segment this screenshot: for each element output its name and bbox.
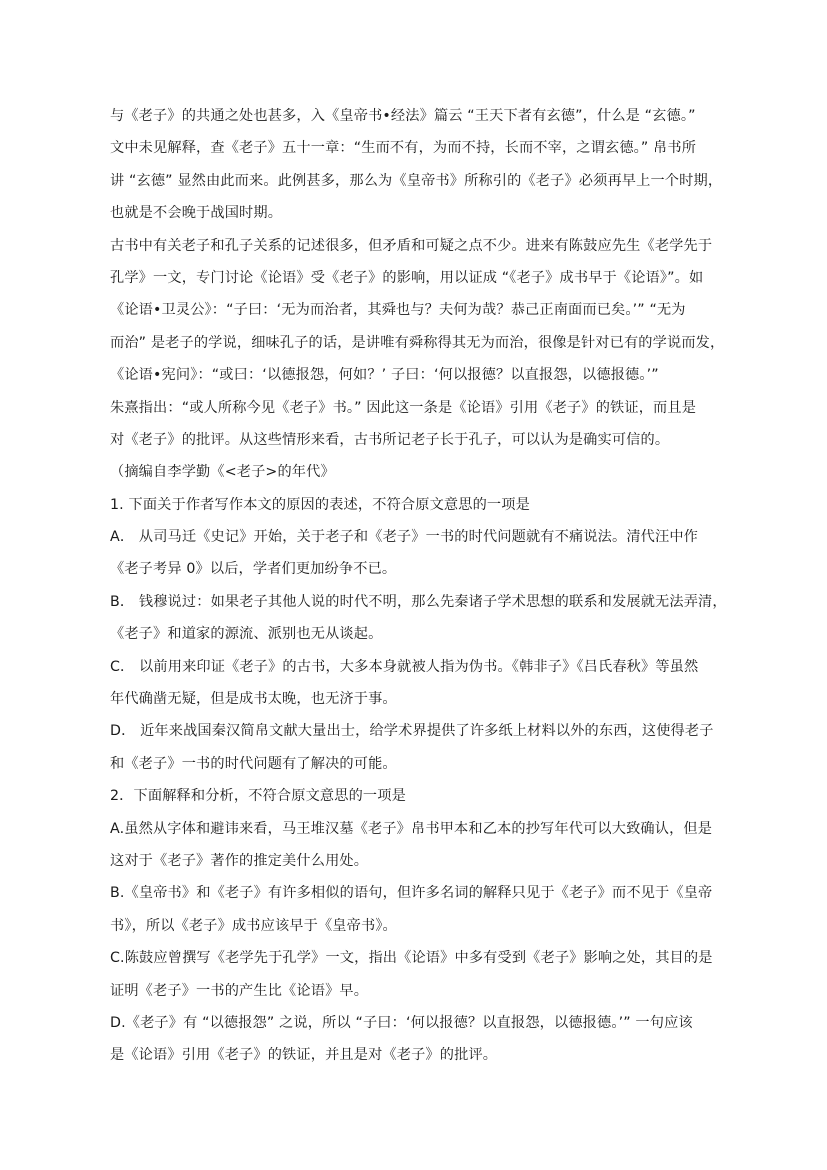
- question-1-option-d-cont: 和《老子》一书的时代问题有了解决的可能。: [110, 755, 397, 772]
- question-2-option-a-cont: 这对于《老子》著作的推定美什么用处。: [110, 852, 369, 869]
- question-1-stem: 1. 下面关于作者写作本文的原因的表述，不符合原文意思的一项是: [110, 496, 530, 513]
- question-2-option-a: A.虽然从字体和避讳来看，马王堆汉墓《老子》帛书甲本和乙本的抄写年代可以大致确认，但是: [110, 820, 713, 837]
- question-1-option-c-cont: 年代确凿无疑，但是成书太晚，也无济于事。: [110, 691, 397, 708]
- question-2-stem: 2．下面解释和分析，不符合原文意思的一项是: [110, 788, 406, 805]
- question-1-option-c: C． 以前用来印证《老子》的古书，大多本身就被人指为伪书。《韩非子》《吕氏春秋》等虽然: [110, 658, 699, 675]
- question-1-option-b: B． 钱穆说过：如果老子其他人说的时代不明，那么先秦诸子学术思想的联系和发展就无法弄清，: [110, 593, 727, 610]
- text-line: 古书中有关老子和孔子关系的记述很多，但矛盾和可疑之点不少。进来有陈鼓应先生《老学先于: [110, 237, 713, 254]
- question-2-option-b-cont: 书》，所以《老子》成书应该早于《皇帝书》。: [110, 917, 397, 934]
- question-2-option-d: D.《老子》有 “以德报怨” 之说，所以 “子曰：‘何以报德？以直报怨，以德报德。’” 一句应该: [110, 1014, 693, 1031]
- text-line: 《论语•卫灵公》：“子曰：‘无为而治者，其舜也与？夫何为哉？恭己正南面而已矣。’” “无为: [110, 302, 686, 319]
- question-1-option-a-cont: 《老子考异 0》以后，学者们更加纷争不已。: [110, 561, 397, 578]
- question-2-option-b: B.《皇帝书》和《老子》有许多相似的语句，但许多名词的解释只见于《老子》而不见于《皇帝: [110, 885, 713, 902]
- text-line: 与《老子》的共通之处也甚多，入《皇帝书•经法》篇云 “王天下者有玄德”，什么是 “玄德。”: [110, 108, 696, 124]
- question-2-option-d-cont: 是《论语》引用《老子》的铁证，并且是对《老子》的批评。: [110, 1047, 498, 1064]
- text-line: 也就是不会晚于战国时期。: [110, 205, 283, 222]
- text-line: 《论语•宪问》：“或曰：‘以德报怨，何如？’ 子曰：‘何以报德？以直报怨，以德报德。’”: [110, 367, 659, 384]
- question-1-option-b-cont: 《老子》和道家的源流、派别也无从谈起。: [110, 626, 383, 643]
- document-page: [110, 100, 735, 1072]
- text-line: 对《老子》的批评。从这些情形来看，古书所记老子长于孔子，可以认为是确实可信的。: [110, 431, 670, 448]
- question-1-option-d: D． 近年来战国秦汉简帛文献大量出士，给学术界提供了许多纸上材料以外的东西，这使得老子: [110, 723, 714, 740]
- question-1-option-a: A． 从司马迁《史记》开始，关于老子和《老子》一书的时代问题就有不痛说法。清代汪中作: [110, 529, 699, 546]
- text-line: 讲 “玄德” 显然由此而来。此例甚多，那么为《皇帝书》所称引的《老子》必须再早上一个时期，: [110, 172, 723, 189]
- source-citation: （摘编自李学勤《<老子>的年代》: [110, 464, 335, 481]
- text-line: 文中未见解释，查《老子》五十一章：“生而不有，为而不持，长而不宰，之谓玄德。” 帛书所: [110, 140, 697, 157]
- text-line: 而治” 是老子的学说，细味孔子的话，是讲唯有舜称得其无为而治，很像是针对已有的学说而发，: [110, 334, 725, 351]
- question-2-option-c-cont: 证明《老子》一书的产生比《论语》早。: [110, 982, 369, 999]
- question-2-option-c: C.陈鼓应曾撰写《老学先于孔学》一文，指出《论语》中多有受到《老子》影响之处，其目的是: [110, 950, 713, 967]
- text-line: 朱熹指出：“或人所称今见《老子》书。” 因此这一条是《论语》引用《老子》的铁证，而且是: [110, 399, 697, 416]
- text-line: 孔学》一文，专门讨论《论语》受《老子》的影响，用以证成 “《老子》成书早于《论语》”。如: [110, 269, 704, 286]
